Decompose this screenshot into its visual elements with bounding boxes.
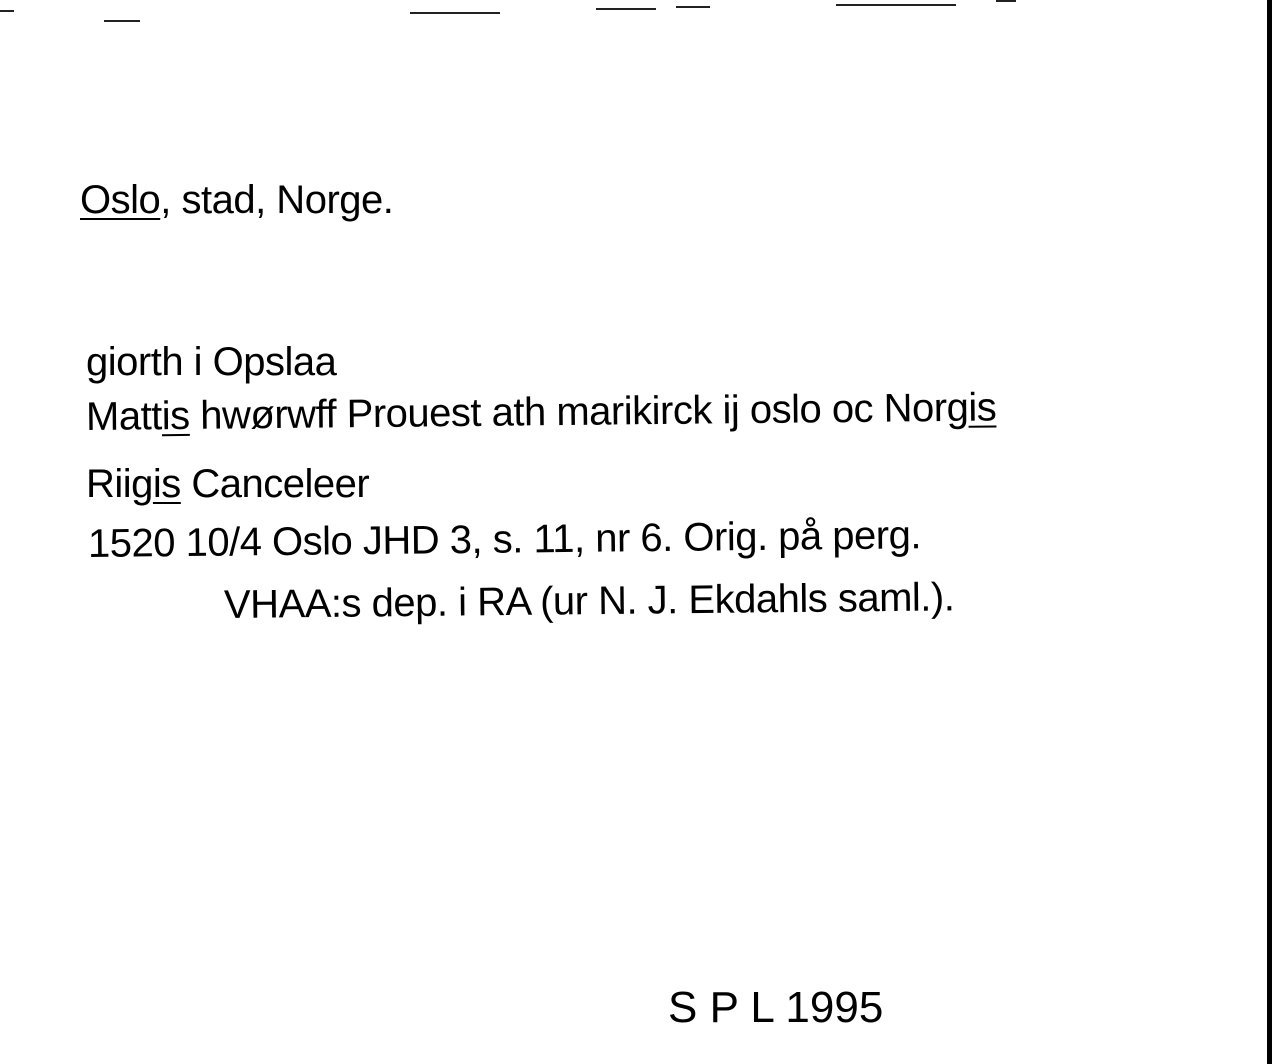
text-line-2 (86, 385, 997, 440)
heading-rest: , stad, Norge. (160, 178, 394, 222)
heading-place: Oslo (80, 178, 161, 222)
text-fragment: Canceleer (180, 462, 370, 506)
text-fragment: Riig (86, 462, 153, 506)
underlined-fragment: is (152, 462, 181, 506)
card-heading (80, 178, 393, 223)
text-line-1: giorth i Opslaa (86, 340, 337, 384)
underlined-fragment: is (161, 393, 190, 439)
text-line-3 (86, 462, 369, 507)
card-edge (1267, 0, 1272, 1064)
signature: S P L 1995 (668, 983, 884, 1032)
scan-artifacts (0, 0, 1260, 14)
underlined-fragment: is (968, 385, 997, 430)
text-line-5: VHAA:s dep. i RA (ur N. J. Ekdahls saml.). (223, 575, 955, 627)
text-fragment: hwørwff Prouest ath marikirck ij oslo oc Norg (189, 385, 969, 438)
text-fragment: Matt (85, 394, 163, 439)
text-line-4: 1520 10/4 Oslo JHD 3, s. 11, nr 6. Orig. på perg. (87, 513, 922, 566)
